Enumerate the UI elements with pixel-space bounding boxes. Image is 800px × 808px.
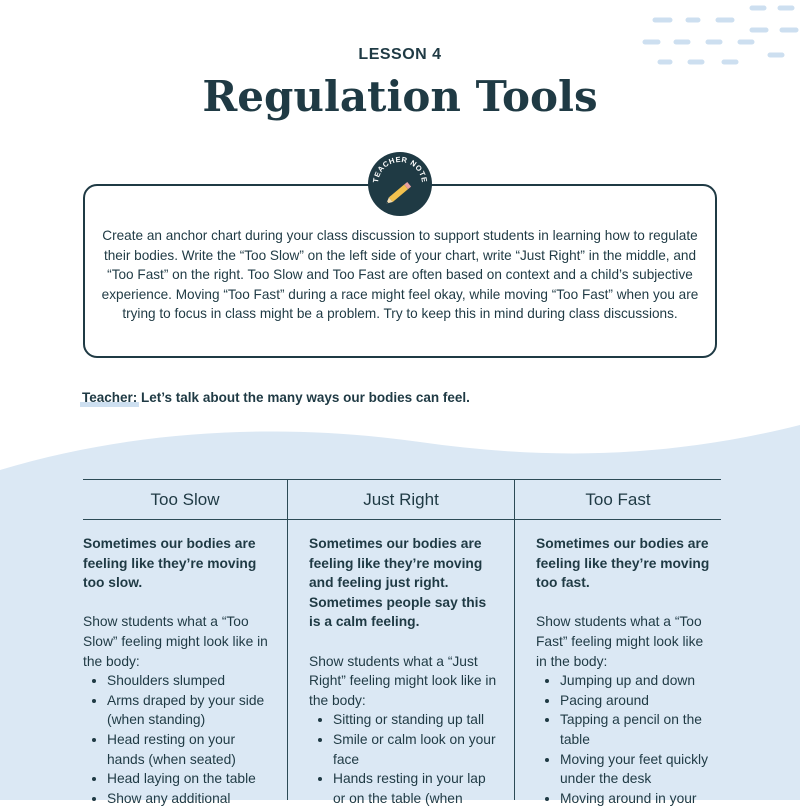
table-header-border: [83, 519, 721, 520]
column-cell-just-right: [309, 534, 501, 808]
column-header-just-right: Just Right: [363, 490, 439, 509]
regulation-table: [83, 479, 721, 806]
column-intro: Show students what a “Too Fast” feeling might look like in the body:: [536, 614, 704, 669]
list-item: • Head laying on the table: [107, 769, 273, 789]
column-divider: [514, 479, 515, 800]
page-title: Regulation Tools: [202, 72, 598, 121]
list-item: • Show any additional: [107, 789, 273, 808]
list-item: • Hands resting in your lap or on the table (when: [333, 769, 501, 808]
teacher-note-badge: [366, 150, 434, 218]
teacher-note-badge-text: TEACHER NOTE: [370, 154, 430, 184]
list-item: • Jumping up and down: [560, 671, 716, 691]
bullet-list: [83, 671, 273, 808]
column-cell-too-fast: [536, 534, 716, 808]
bullet-list: [536, 671, 716, 808]
teacher-prompt: [82, 390, 470, 405]
list-item: • Sitting or standing up tall: [333, 710, 501, 730]
list-item: • Head resting on your hands (when seated): [107, 730, 273, 769]
column-bold-text: Sometimes our bodies are feeling like they’re moving and feeling just right. Sometimes people say this is a calm feeling.: [309, 536, 487, 630]
column-header-too-slow: Too Slow: [150, 490, 220, 509]
column-intro: Show students what a “Too Slow” feeling might look like in the body:: [83, 614, 268, 669]
column-header-too-fast: Too Fast: [585, 490, 651, 509]
list-item: • Arms draped by your side (when standing): [107, 691, 273, 730]
list-item: • Pacing around: [560, 691, 716, 711]
teacher-note-text: Create an anchor chart during your class discussion to support students in learning how to regulate their bodies. Write the “Too Slow” on the left side of your chart, write “Just Right” in the middle, and “Too Fast” on the right. Too Slow and Too Fast are often based on context and a child’s subjective experience. Moving “Too Fast” during a race might feel okay, while moving “Too Fast” when you are trying to focus in class might be a problem. Try to keep this in mind during class discussions.: [101, 228, 699, 321]
list-item: • Tapping a pencil on the table: [560, 710, 716, 749]
lesson-label: LESSON 4: [358, 46, 442, 63]
column-cell-too-slow: [83, 534, 273, 808]
list-item: • Smile or calm look on your face: [333, 730, 501, 769]
column-bold-text: Sometimes our bodies are feeling like they’re moving too slow.: [83, 536, 257, 591]
bullet-list: [309, 710, 501, 808]
list-item: • Moving around in your: [560, 789, 716, 808]
column-bold-text: Sometimes our bodies are feeling like they’re moving too fast.: [536, 536, 710, 591]
column-intro: Show students what a “Just Right” feeling might look like in the body:: [309, 653, 497, 708]
list-item: • Moving your feet quickly under the desk: [560, 750, 716, 789]
column-divider: [287, 479, 288, 800]
teacher-prompt-text: Let’s talk about the many ways our bodies can feel.: [141, 390, 470, 405]
list-item: • Shoulders slumped: [107, 671, 273, 691]
teacher-prompt-label: Teacher:: [82, 390, 138, 405]
